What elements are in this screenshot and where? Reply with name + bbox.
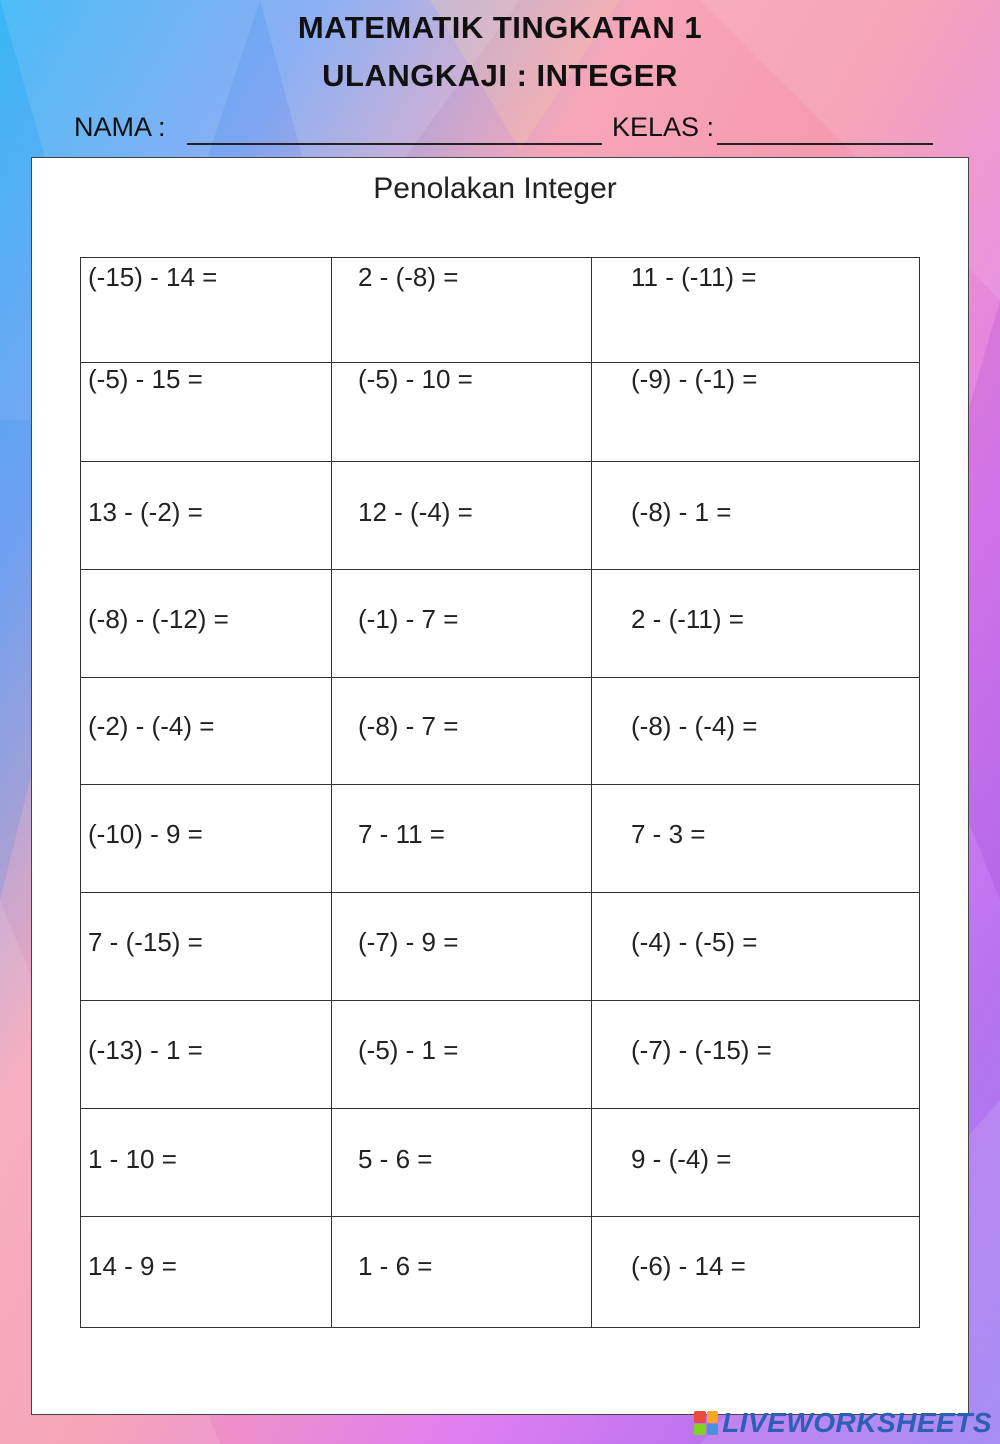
- question-row: [81, 462, 920, 570]
- answer-cell[interactable]: [592, 1109, 920, 1217]
- answer-cell[interactable]: [592, 678, 920, 785]
- answer-cell[interactable]: [592, 893, 920, 1001]
- answer-cell[interactable]: [332, 1217, 592, 1328]
- question-text: (-9) - (-1) =: [631, 364, 758, 394]
- answer-cell[interactable]: [592, 462, 920, 570]
- question-text: 7 - 11 =: [358, 819, 445, 849]
- question-row: [81, 363, 920, 462]
- answer-cell[interactable]: [332, 570, 592, 678]
- question-text: 13 - (-2) =: [88, 497, 203, 527]
- question-text: (-8) - (-12) =: [88, 604, 229, 634]
- answer-cell[interactable]: [332, 678, 592, 785]
- answer-cell[interactable]: [81, 258, 332, 363]
- answer-cell[interactable]: [332, 258, 592, 363]
- watermark-text: LIVEWORKSHEETS: [722, 1407, 992, 1438]
- question-text: (-15) - 14 =: [88, 262, 218, 292]
- question-text: (-8) - (-4) =: [631, 711, 758, 741]
- answer-cell[interactable]: [332, 1001, 592, 1109]
- kelas-label: KELAS :: [612, 112, 715, 142]
- question-text: (-5) - 15 =: [88, 364, 203, 394]
- question-text: (-10) - 9 =: [88, 819, 203, 849]
- answer-cell[interactable]: [81, 893, 332, 1001]
- question-text: (-8) - 1 =: [631, 497, 732, 527]
- question-text: 2 - (-8) =: [358, 262, 459, 292]
- question-text: (-7) - (-15) =: [631, 1035, 772, 1065]
- question-text: 7 - 3 =: [631, 819, 706, 849]
- answer-cell[interactable]: [592, 1217, 920, 1328]
- answer-cell[interactable]: [592, 258, 920, 363]
- question-row: [81, 1001, 920, 1109]
- question-text: (-8) - 7 =: [358, 711, 459, 741]
- answer-cell[interactable]: [592, 570, 920, 678]
- question-text: 2 - (-11) =: [631, 604, 744, 634]
- answer-cell[interactable]: [332, 363, 592, 462]
- worksheet-subtitle: ULANGKAJI : INTEGER: [322, 58, 678, 93]
- question-text: 1 - 10 =: [88, 1144, 177, 1174]
- question-row: [81, 1109, 920, 1217]
- question-text: 14 - 9 =: [88, 1251, 177, 1281]
- nama-label: NAMA :: [74, 112, 166, 142]
- question-row: [81, 893, 920, 1001]
- answer-cell[interactable]: [592, 1001, 920, 1109]
- question-text: 12 - (-4) =: [358, 497, 473, 527]
- question-text: (-6) - 14 =: [631, 1251, 746, 1281]
- question-row: [81, 570, 920, 678]
- answer-cell[interactable]: [81, 1217, 332, 1328]
- question-text: 9 - (-4) =: [631, 1144, 732, 1174]
- answer-cell[interactable]: [81, 570, 332, 678]
- answer-cell[interactable]: [81, 678, 332, 785]
- answer-cell[interactable]: [81, 462, 332, 570]
- answer-cell[interactable]: [592, 363, 920, 462]
- question-text: 7 - (-15) =: [88, 927, 203, 957]
- question-text: 5 - 6 =: [358, 1144, 433, 1174]
- question-row: [81, 785, 920, 893]
- liveworksheets-logo-icon: [694, 1411, 718, 1435]
- answer-cell[interactable]: [81, 1001, 332, 1109]
- answer-cell[interactable]: [332, 1109, 592, 1217]
- liveworksheets-watermark: [694, 1407, 992, 1439]
- answer-cell[interactable]: [81, 1109, 332, 1217]
- question-text: (-7) - 9 =: [358, 927, 459, 957]
- answer-cell[interactable]: [592, 785, 920, 893]
- question-text: (-1) - 7 =: [358, 604, 459, 634]
- answer-cell[interactable]: [332, 462, 592, 570]
- sheet-title: Penolakan Integer: [373, 172, 617, 205]
- kelas-input-line[interactable]: [717, 143, 933, 145]
- question-text: (-5) - 10 =: [358, 364, 473, 394]
- question-text: (-4) - (-5) =: [631, 927, 758, 957]
- question-row: [81, 1217, 920, 1328]
- answer-cell[interactable]: [332, 893, 592, 1001]
- question-text: 11 - (-11) =: [631, 262, 757, 292]
- question-grid: [80, 257, 920, 1328]
- question-row: [81, 678, 920, 785]
- question-text: (-13) - 1 =: [88, 1035, 203, 1065]
- answer-cell[interactable]: [81, 363, 332, 462]
- question-text: 1 - 6 =: [358, 1251, 433, 1281]
- question-text: (-5) - 1 =: [358, 1035, 459, 1065]
- worksheet-title: MATEMATIK TINGKATAN 1: [297, 10, 703, 45]
- nama-input-line[interactable]: [187, 143, 602, 145]
- question-row: [81, 258, 920, 363]
- question-text: (-2) - (-4) =: [88, 711, 215, 741]
- answer-cell[interactable]: [81, 785, 332, 893]
- answer-cell[interactable]: [332, 785, 592, 893]
